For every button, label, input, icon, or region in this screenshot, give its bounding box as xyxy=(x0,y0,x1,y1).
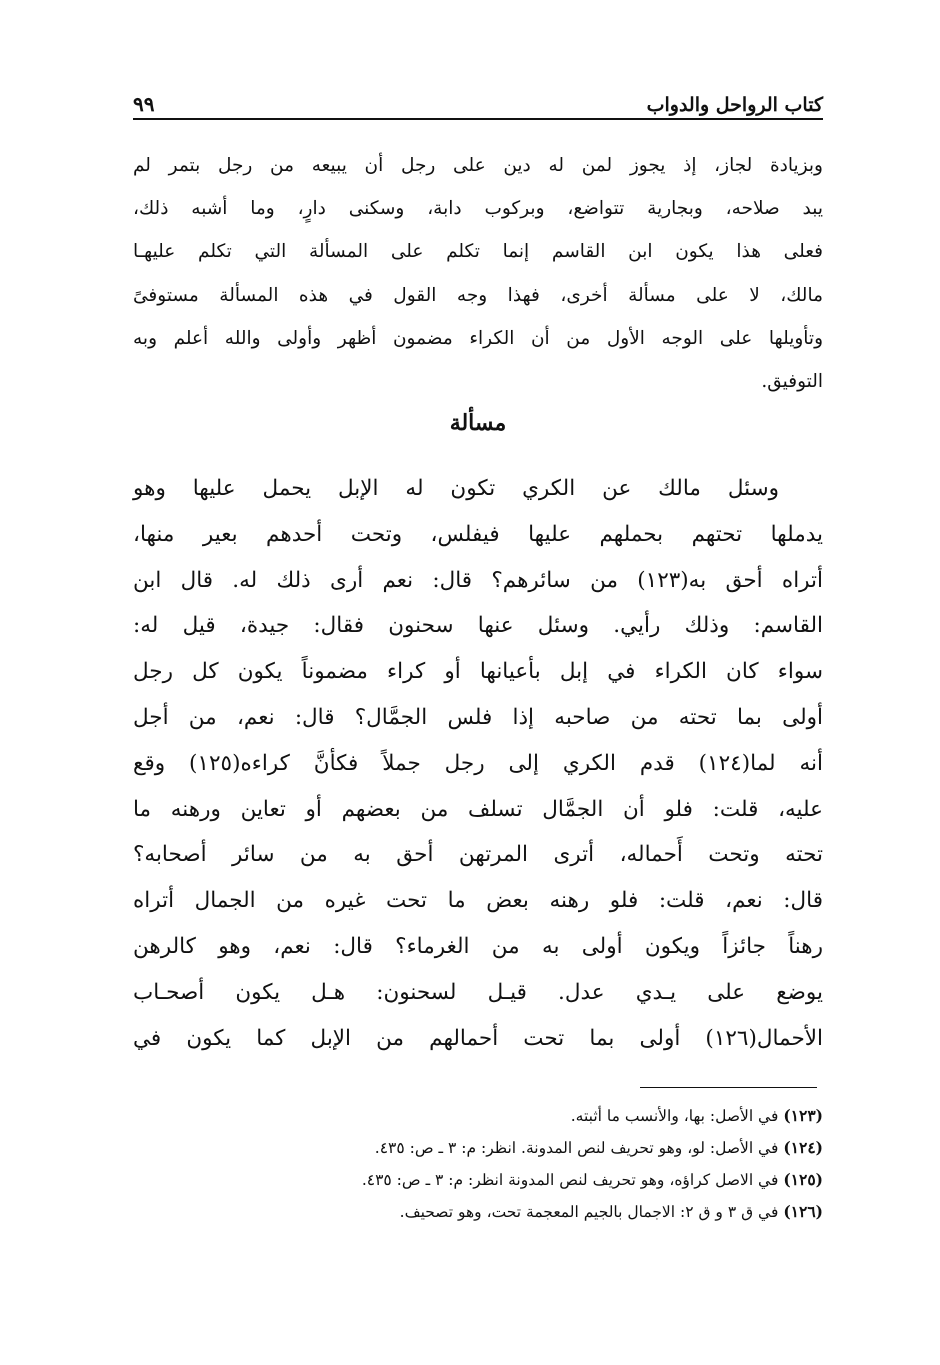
text-line: أولى بما تحته من صاحبه إذا فلس الجمَّال؟ قال: نعم، من أجل xyxy=(133,704,823,730)
footnote-text: في ق ٣ و ق ٢: الاجمال بالجيم المعجمة تحت، وهو تصحيف. xyxy=(399,1203,779,1221)
footnote-text: في الاصل كراؤه، وهو تحريف لنص المدونة انظر: م: ٣ ـ ص: ٤٣٥. xyxy=(361,1171,779,1189)
text-line: يبد صلاحه، وبجارية تتواضع، وبركوب دابة، وسكنى دارٍ، وما أشبه ذلك، xyxy=(133,198,823,220)
text-line: مالك، لا على مسألة أخرى، فهذا وجه القول في هذه المسألة مستوفىً xyxy=(133,284,823,306)
text-line: يوضع على يـدي عدل. قيـل لسحنون: هـل يكون أصحـاب xyxy=(133,979,823,1005)
footnote-number: (١٢٣) xyxy=(783,1106,823,1125)
text-line: قال: نعم، قلت: فلو رهنه بعض ما تحت غيره من الجمال أتراه xyxy=(133,888,823,914)
footnotes xyxy=(133,1100,823,1228)
text-line: وبزيادة لجاز، إذ يجوز لمن له دين على رجل أن يبيعه من رجل بتمر لم xyxy=(133,155,823,176)
text-line: وتأويلها على الوجه الأول من أن الكراء مضمون أظهر وأولى والله أعلم وبه xyxy=(133,327,823,349)
footnote xyxy=(133,1100,823,1132)
text-line: أنه لما(١٢٤) قدم الكري إلى رجل جملاً فكأنَّ كراءه(١٢٥) وقع xyxy=(133,750,823,776)
section-heading: مسألة xyxy=(449,410,507,436)
text-line: الأحمال(١٢٦) أولى بما تحت أحمالهم من الإبل كما يكون في xyxy=(133,1025,823,1051)
page-header xyxy=(133,82,823,116)
text-line: عليه، قلت: فلو أن الجمَّال تسلف من بعضهم أو تعاين ورهنه ما xyxy=(133,796,823,822)
footnote xyxy=(133,1196,823,1228)
running-title: كتاب الرواحل والدواب xyxy=(646,94,823,116)
text-line: يدملها تحتهم بحملهم عليها فيفلس، وتحت أحدهم بعير منها، xyxy=(133,521,823,547)
footnote-number: (١٢٦) xyxy=(783,1202,823,1221)
text-line: التوفيق. xyxy=(761,370,823,392)
top-paragraph xyxy=(133,144,823,403)
text-line: القاسم: وذلك رأيي. وسئل عنها سحنون فقال: جيدة، قيل له: xyxy=(133,613,823,639)
text-line: وسئل مالك عن الكري تكون له الإبل يحمل عليها وهو xyxy=(133,476,779,501)
footnote-number: (١٢٥) xyxy=(783,1170,823,1189)
footnote-text: في الأصل: بها، والأنسب ما أثبته. xyxy=(570,1107,779,1125)
footnote-text: في الأصل: لو، وهو تحريف لنص المدونة. انظر: م: ٣ ـ ص: ٤٣٥. xyxy=(374,1139,779,1157)
header-rule xyxy=(133,118,823,120)
page-number: ٩٩ xyxy=(133,92,155,116)
footnote xyxy=(133,1132,823,1164)
text-line: فعلى هذا يكون ابن القاسم إنما تكلم على المسألة التي تكلم عليهـا xyxy=(133,241,823,263)
text-line: رهناً جائزاً ويكون أولى به من الغرماء؟ قال: نعم، وهو كالرهن xyxy=(133,933,823,959)
text-line: سواء كان الكراء في إبل بأعيانها أو كراء مضموناً يكون كل رجل xyxy=(133,659,823,685)
text-line: أتراه أحق به(١٢٣) من سائرهم؟ قال: نعم أرى ذلك له. قال ابن xyxy=(133,567,823,593)
text-line: تحته وتحت أَحماله، أترى المرتهن أحق به من سائر أصحابه؟ xyxy=(133,842,823,868)
footnote-number: (١٢٤) xyxy=(783,1138,823,1157)
footnote-separator xyxy=(640,1087,817,1088)
footnote xyxy=(133,1164,823,1196)
main-paragraph xyxy=(133,466,823,1061)
